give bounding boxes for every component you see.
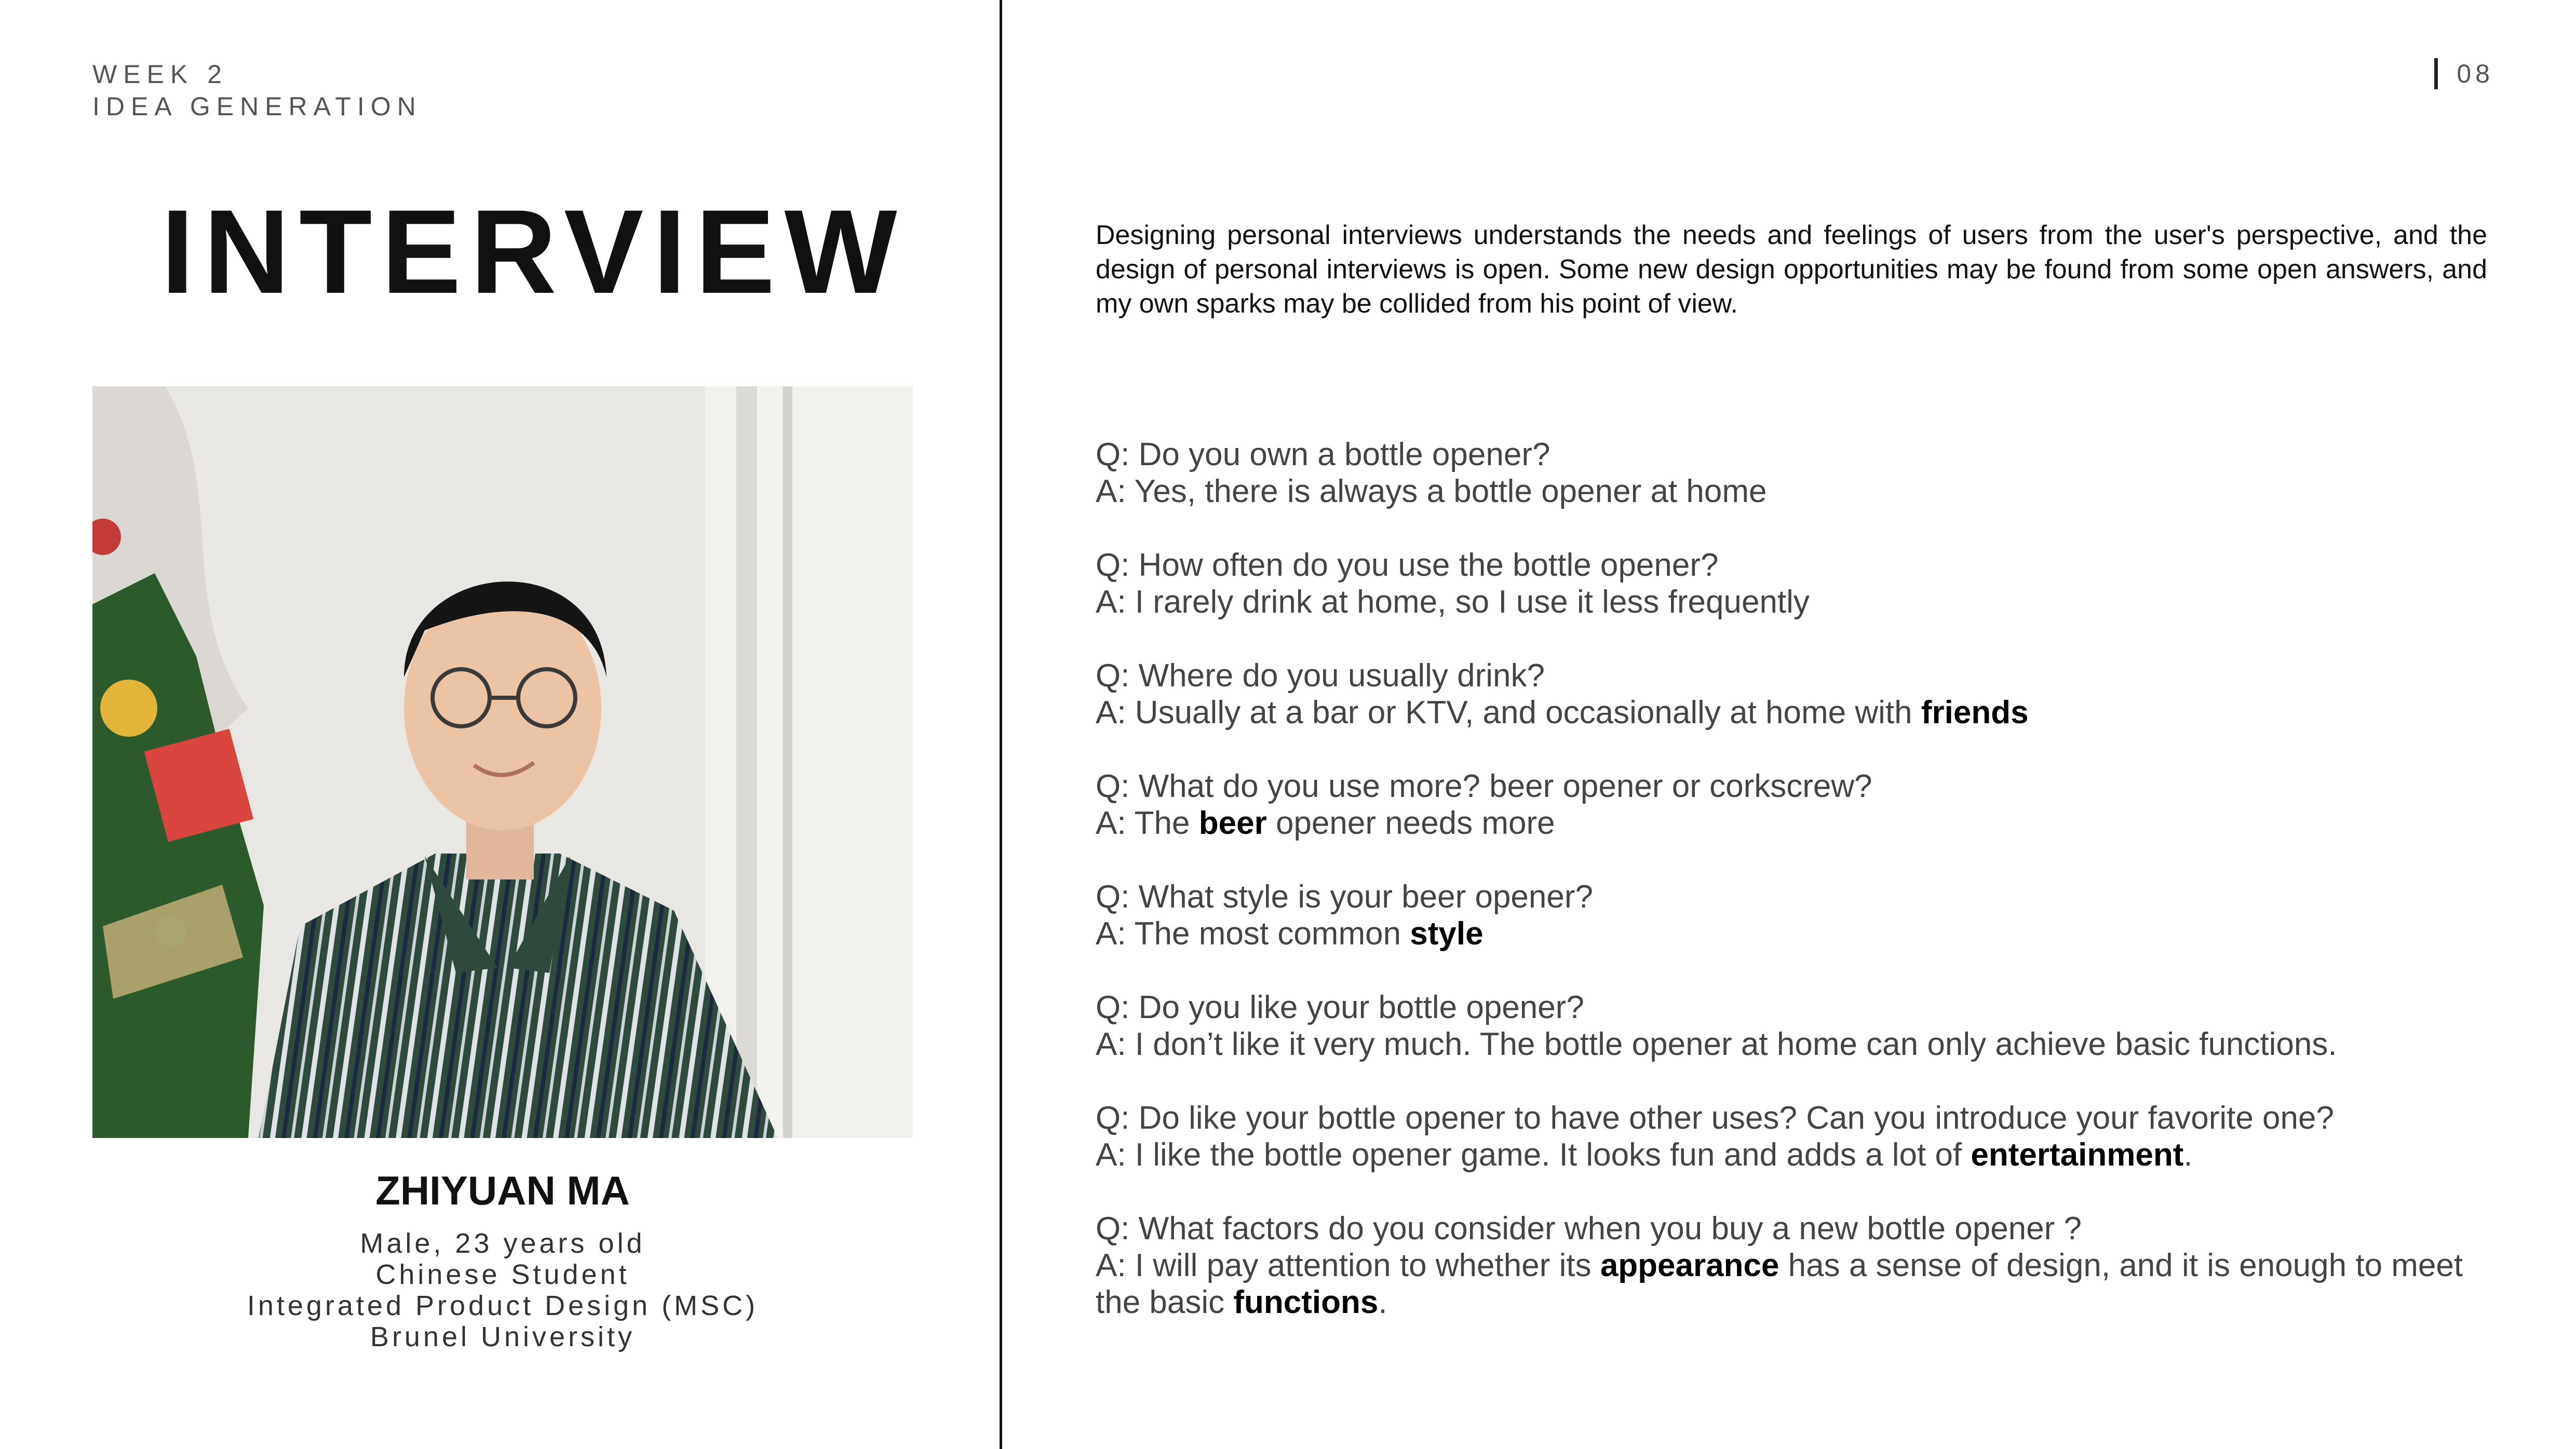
page-number: [2434, 58, 2494, 89]
qa-item: [1096, 878, 2487, 952]
qa-item: [1096, 768, 2487, 842]
question: Q: What factors do you consider when you buy a new bottle opener ?: [1096, 1211, 2082, 1247]
qa-item: [1096, 547, 2487, 620]
qa-item: [1096, 1210, 2487, 1321]
qa-item: [1096, 1100, 2487, 1173]
interview-qa-list: [1096, 436, 2487, 1358]
question: Q: Do like your bottle opener to have other uses? Can you introduce your favorite one?: [1096, 1100, 2334, 1136]
page-number-bar: [2434, 58, 2438, 89]
interviewee-detail-4: Brunel University: [370, 1321, 636, 1352]
qa-item: [1096, 989, 2487, 1063]
answer: A: The beer opener needs more: [1096, 805, 1555, 841]
kicker-topic: IDEA GENERATION: [92, 92, 422, 121]
interviewee-photo: [92, 386, 913, 1138]
kicker-week: WEEK 2: [92, 60, 228, 89]
question: Q: Where do you usually drink?: [1096, 658, 1545, 694]
qa-item: [1096, 436, 2487, 510]
question: Q: Do you like your bottle opener?: [1096, 990, 1584, 1025]
vertical-divider: [1000, 0, 1002, 1449]
answer: A: I like the bottle opener game. It looks fun and adds a lot of entertainment.: [1096, 1137, 2193, 1173]
answer: A: I rarely drink at home, so I use it less frequently: [1096, 584, 1810, 620]
question: Q: Do you own a bottle opener?: [1096, 437, 1550, 472]
intro-paragraph: Designing personal interviews understands the needs and feelings of users from the user's perspective, and the design of personal interviews is open. Some new design opportunities may be found from some open answers, and my own sparks may be collided from his point of view.: [1096, 220, 2487, 319]
page-number-text: 08: [2457, 59, 2494, 88]
interviewee-detail-1: Male, 23 years old: [360, 1228, 645, 1259]
page-title: INTERVIEW: [161, 185, 907, 318]
question: Q: What style is your beer opener?: [1096, 879, 1594, 915]
answer: A: I don’t like it very much. The bottle opener at home can only achieve basic functions.: [1096, 1026, 2337, 1062]
question: Q: What do you use more? beer opener or corkscrew?: [1096, 768, 1872, 804]
interviewee-detail-2: Chinese Student: [375, 1259, 630, 1290]
qa-item: [1096, 657, 2487, 731]
interviewee-detail-3: Integrated Product Design (MSC): [247, 1290, 759, 1321]
answer: A: Usually at a bar or KTV, and occasionally at home with friends: [1096, 695, 2029, 730]
answer: A: The most common style: [1096, 916, 1483, 952]
interviewee-info: [92, 1167, 913, 1352]
question: Q: How often do you use the bottle opener?: [1096, 547, 1719, 583]
section-kicker: [92, 58, 422, 123]
answer: A: Yes, there is always a bottle opener at home: [1096, 473, 1767, 509]
answer: A: I will pay attention to whether its appearance has a sense of design, and it is enough to meet the basic functions.: [1096, 1248, 2463, 1320]
interviewee-name: ZHIYUAN MA: [375, 1168, 630, 1213]
